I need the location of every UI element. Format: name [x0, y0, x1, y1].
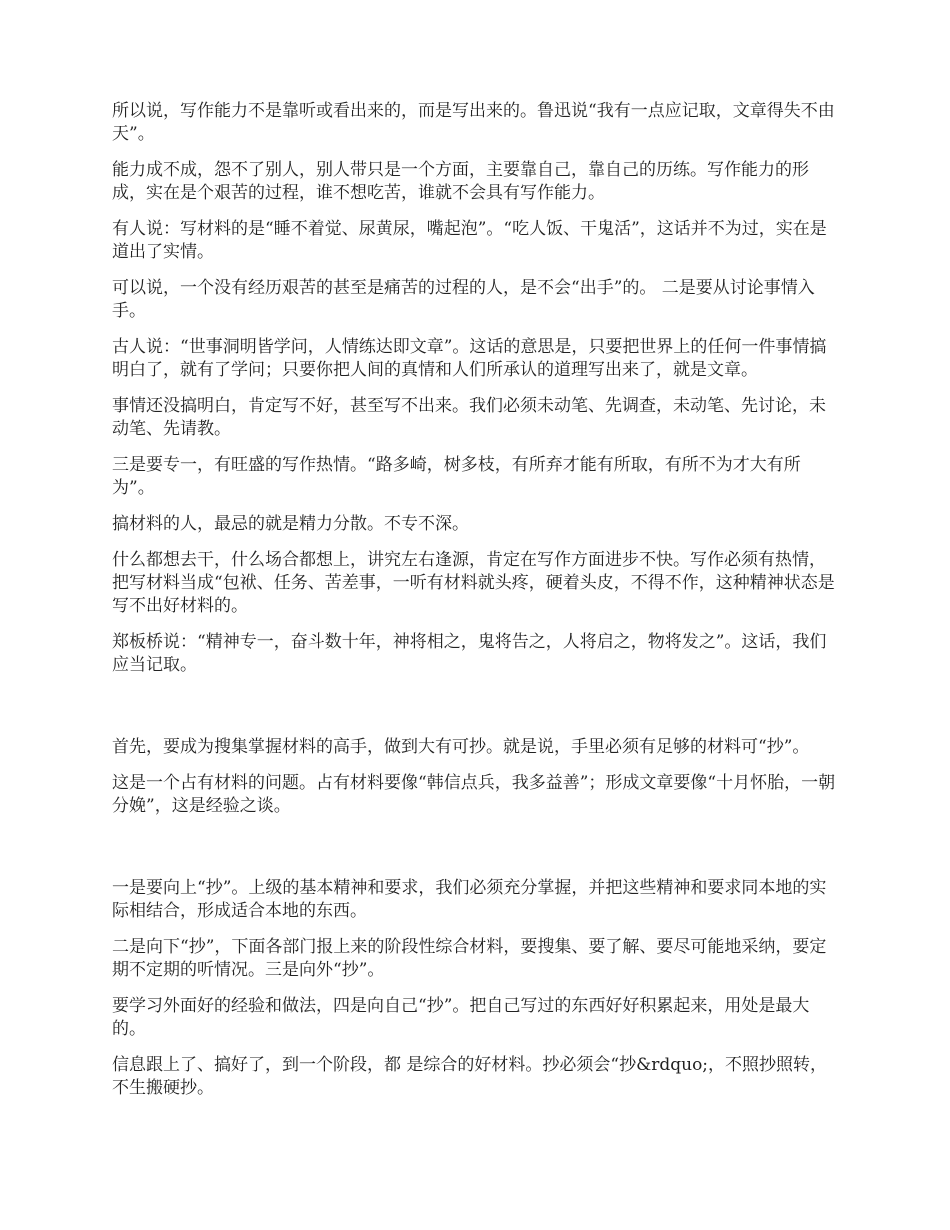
paragraph: 这是一个占有材料的问题。占有材料要像“韩信点兵，我多益善”；形成文章要像“十月怀胎，一朝分娩”，这是经验之谈。 — [112, 773, 836, 816]
paragraph: 搞材料的人，最忌的就是精力分散。不专不深。 — [112, 514, 469, 534]
paragraph: 二是向下“抄”，下面各部门报上来的阶段性综合材料，要搜集、要了解、要尽可能地采纳，要定期不定期的听情况。三是向外“抄”。 — [112, 937, 827, 980]
paragraph: 信息跟上了、搞好了，到一个阶段，都 是综合的好材料。抄必须会“抄&rdquo;，不照抄照转，不生搬硬抄。 — [112, 1055, 828, 1098]
paragraph: 什么都想去干，什么场合都想上，讲究左右逢源，肯定在写作方面进步不快。写作必须有热情，把写材料当成“包袱、任务、苦差事，一听有材料就头疼，硬着头皮，不得不作，这种精神状态是写不出好材料的。 — [112, 550, 835, 616]
paragraph: 三是要专一，有旺盛的写作热情。“路多崎，树多枝，有所弃才能有所取，有所不为才大有所为”。 — [112, 455, 801, 498]
document-body — [112, 100, 840, 1113]
section-gap — [112, 690, 840, 736]
paragraph: 所以说，写作能力不是靠听或看出来的，而是写出来的。鲁迅说“我有一点应记取，文章得失不由天”。 — [112, 101, 835, 144]
paragraph: 可以说，一个没有经历艰苦的甚至是痛苦的过程的人，是不会“出手”的。 二是要从讨论事情入手。 — [112, 278, 815, 321]
paragraph: 郑板桥说：“精神专一，奋斗数十年，神将相之，鬼将告之，人将启之，物将发之”。这话，我们应当记取。 — [112, 632, 827, 675]
paragraph: 能力成不成，怨不了别人，别人带只是一个方面，主要靠自己，靠自己的历练。写作能力的形成，实在是个艰苦的过程，谁不想吃苦，谁就不会具有写作能力。 — [112, 160, 809, 203]
paragraph: 要学习外面好的经验和做法，四是向自己“抄”。把自己写过的东西好好积累起来，用处是最大的。 — [112, 996, 810, 1039]
paragraph: 有人说：写材料的是“睡不着觉、尿黄尿，嘴起泡”。“吃人饭、干鬼活”，这话并不为过，实在是道出了实情。 — [112, 219, 827, 262]
section-gap — [112, 831, 840, 877]
paragraph: 事情还没搞明白，肯定写不好，甚至写不出来。我们必须未动笔、先调查，未动笔、先讨论，未动笔、先请教。 — [112, 396, 826, 439]
paragraph: 首先，要成为搜集掌握材料的高手，做到大有可抄。就是说，手里必须有足够的材料可“抄”。 — [112, 737, 810, 757]
paragraph: 一是要向上“抄”。上级的基本精神和要求，我们必须充分掌握，并把这些精神和要求同本地的实际相结合，形成适合本地的东西。 — [112, 878, 827, 921]
paragraph: 古人说：“世事洞明皆学问，人情练达即文章”。这话的意思是，只要把世界上的任何一件事情搞明白了，就有了学问；只要你把人间的真情和人们所承认的道理写出来了，就是文章。 — [112, 337, 827, 380]
